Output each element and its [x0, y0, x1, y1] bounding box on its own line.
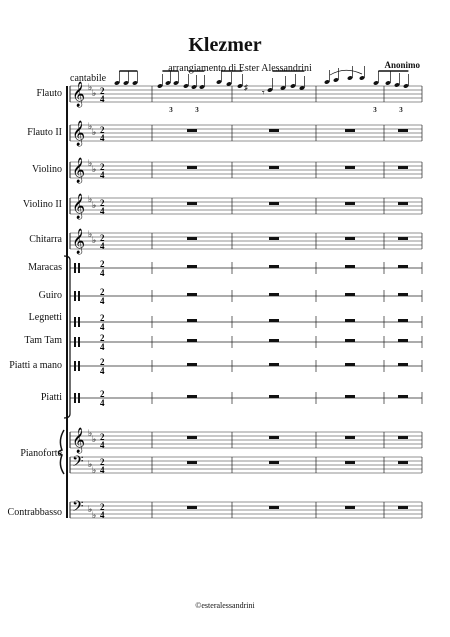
- whole-rest: [269, 237, 279, 240]
- staves-group: [59, 81, 423, 520]
- whole-rest: [345, 202, 355, 205]
- whole-rest: [187, 129, 197, 132]
- treble-clef-icon: 𝄞: [72, 193, 86, 218]
- instrument-label: Flauto II: [27, 127, 62, 138]
- instrument-label: Chitarra: [29, 234, 62, 245]
- time-signature-bottom: 4: [100, 94, 105, 104]
- whole-rest: [398, 461, 408, 464]
- whole-rest: [269, 363, 279, 366]
- whole-rest: [398, 363, 408, 366]
- whole-rest: [187, 293, 197, 296]
- time-signature-top: 2: [100, 162, 105, 172]
- bass-clef-icon: 𝄢: [72, 453, 84, 473]
- whole-rest: [269, 166, 279, 169]
- whole-rest: [187, 363, 197, 366]
- triplet-mark: 3: [373, 106, 377, 114]
- whole-rest: [269, 265, 279, 268]
- time-signature-bottom: 4: [100, 398, 105, 408]
- instrument-label: Guiro: [38, 290, 62, 301]
- whole-rest: [187, 237, 197, 240]
- time-signature-bottom: 4: [100, 206, 105, 216]
- instrument-label: Contrabbasso: [7, 507, 62, 518]
- time-signature-bottom: 4: [100, 241, 105, 251]
- time-signature-bottom: 4: [100, 322, 105, 332]
- whole-rest: [269, 461, 279, 464]
- triplet-mark: 3: [169, 106, 173, 114]
- sharp-icon: ♯: [244, 83, 248, 92]
- flat-icon: ♭: [92, 164, 97, 174]
- whole-rest: [269, 293, 279, 296]
- instrument-label: Pianoforte: [20, 448, 62, 459]
- time-signature-top: 2: [100, 457, 105, 467]
- whole-rest: [187, 166, 197, 169]
- time-signature-top: 2: [100, 313, 105, 323]
- treble-clef-icon: 𝄞: [72, 157, 86, 182]
- time-signature-bottom: 4: [100, 268, 105, 278]
- time-signature-top: 2: [100, 86, 105, 96]
- whole-rest: [187, 319, 197, 322]
- time-signature-top: 2: [100, 389, 105, 399]
- whole-rest: [345, 129, 355, 132]
- whole-rest: [398, 237, 408, 240]
- time-signature-top: 2: [100, 125, 105, 135]
- time-signature-top: 2: [100, 333, 105, 343]
- whole-rest: [398, 395, 408, 398]
- whole-rest: [398, 166, 408, 169]
- treble-clef-icon: 𝄞: [72, 228, 86, 253]
- time-signature-bottom: 4: [100, 366, 105, 376]
- time-signature-bottom: 4: [100, 170, 105, 180]
- time-signature-bottom: 4: [100, 465, 105, 475]
- triplet-mark: 3: [399, 106, 403, 114]
- whole-rest: [398, 129, 408, 132]
- whole-rest: [187, 265, 197, 268]
- whole-rest: [398, 339, 408, 342]
- whole-rest: [345, 166, 355, 169]
- time-signature-top: 2: [100, 259, 105, 269]
- flat-icon: ♭: [92, 510, 97, 520]
- whole-rest: [269, 129, 279, 132]
- percussion-clef-icon: [74, 361, 76, 371]
- whole-rest: [345, 395, 355, 398]
- whole-rest: [269, 319, 279, 322]
- instrument-label: Flauto: [36, 88, 62, 99]
- flat-icon: ♭: [88, 158, 93, 168]
- time-signature-top: 2: [100, 432, 105, 442]
- whole-rest: [269, 339, 279, 342]
- percussion-clef-icon: [74, 393, 76, 403]
- percussion-clef-icon: [74, 317, 76, 327]
- instrument-label: Piatti a mano: [9, 360, 62, 371]
- whole-rest: [269, 202, 279, 205]
- treble-clef-icon: 𝄞: [72, 427, 86, 452]
- whole-rest: [345, 237, 355, 240]
- instrument-label: Tam Tam: [24, 335, 62, 346]
- whole-rest: [345, 265, 355, 268]
- percussion-clef-icon: [78, 393, 80, 403]
- whole-rest: [398, 293, 408, 296]
- time-signature-bottom: 4: [100, 510, 105, 520]
- time-signature-bottom: 4: [100, 342, 105, 352]
- percussion-clef-icon: [78, 317, 80, 327]
- percussion-clef-icon: [78, 263, 80, 273]
- time-signature-bottom: 4: [100, 133, 105, 143]
- percussion-clef-icon: [78, 361, 80, 371]
- slur: [330, 70, 362, 75]
- whole-rest: [187, 395, 197, 398]
- whole-rest: [345, 293, 355, 296]
- whole-rest: [187, 506, 197, 509]
- whole-rest: [345, 461, 355, 464]
- flat-icon: ♭: [88, 428, 93, 438]
- instrument-label: Legnetti: [28, 312, 62, 323]
- time-signature-top: 2: [100, 198, 105, 208]
- treble-clef-icon: 𝄞: [72, 120, 86, 145]
- whole-rest: [398, 319, 408, 322]
- percussion-clef-icon: [78, 337, 80, 347]
- whole-rest: [269, 506, 279, 509]
- bass-clef-icon: 𝄢: [72, 498, 84, 518]
- time-signature-top: 2: [100, 357, 105, 367]
- whole-rest: [269, 395, 279, 398]
- time-signature-bottom: 4: [100, 440, 105, 450]
- whole-rest: [187, 202, 197, 205]
- whole-rest: [345, 363, 355, 366]
- treble-clef-icon: 𝄞: [72, 81, 86, 106]
- flat-icon: ♭: [88, 82, 93, 92]
- whole-rest: [269, 436, 279, 439]
- instrument-label: Violino: [32, 164, 62, 175]
- whole-rest: [398, 202, 408, 205]
- whole-rest: [187, 436, 197, 439]
- flat-icon: ♭: [88, 459, 93, 469]
- flat-icon: ♭: [92, 235, 97, 245]
- whole-rest: [187, 461, 197, 464]
- copyright-footer: ©esteralessandrini: [195, 601, 255, 610]
- time-signature-bottom: 4: [100, 296, 105, 306]
- percussion-clef-icon: [78, 291, 80, 301]
- instrument-label: Maracas: [28, 262, 62, 273]
- time-signature-top: 2: [100, 233, 105, 243]
- whole-rest: [187, 339, 197, 342]
- percussion-clef-icon: [74, 337, 76, 347]
- whole-rest: [345, 506, 355, 509]
- instrument-label: Violino II: [22, 199, 62, 210]
- whole-rest: [398, 436, 408, 439]
- triplet-mark: 3: [195, 106, 199, 114]
- whole-rest: [345, 319, 355, 322]
- flat-icon: ♭: [92, 200, 97, 210]
- flat-icon: ♭: [92, 88, 97, 98]
- instrument-label: Piatti: [40, 392, 62, 403]
- whole-rest: [345, 339, 355, 342]
- flat-icon: ♭: [88, 194, 93, 204]
- time-signature-top: 2: [100, 287, 105, 297]
- whole-rest: [398, 265, 408, 268]
- instrument-labels: [8, 88, 63, 518]
- score-title: Klezmer: [188, 34, 262, 56]
- flat-icon: ♭: [92, 434, 97, 444]
- whole-rest: [345, 436, 355, 439]
- arranger-credit: arrangiamento di Ester Alessandrini: [168, 63, 312, 74]
- percussion-clef-icon: [74, 291, 76, 301]
- flat-icon: ♭: [88, 504, 93, 514]
- flat-icon: ♭: [92, 465, 97, 475]
- composer-credit: Anonimo: [384, 60, 420, 70]
- flat-icon: ♭: [88, 229, 93, 239]
- eighth-rest-icon: 𝄾: [262, 88, 265, 99]
- flat-icon: ♭: [92, 127, 97, 137]
- percussion-clef-icon: [74, 263, 76, 273]
- flat-icon: ♭: [88, 121, 93, 131]
- time-signature-top: 2: [100, 502, 105, 512]
- tempo-marking: cantabile: [70, 73, 107, 84]
- whole-rest: [398, 506, 408, 509]
